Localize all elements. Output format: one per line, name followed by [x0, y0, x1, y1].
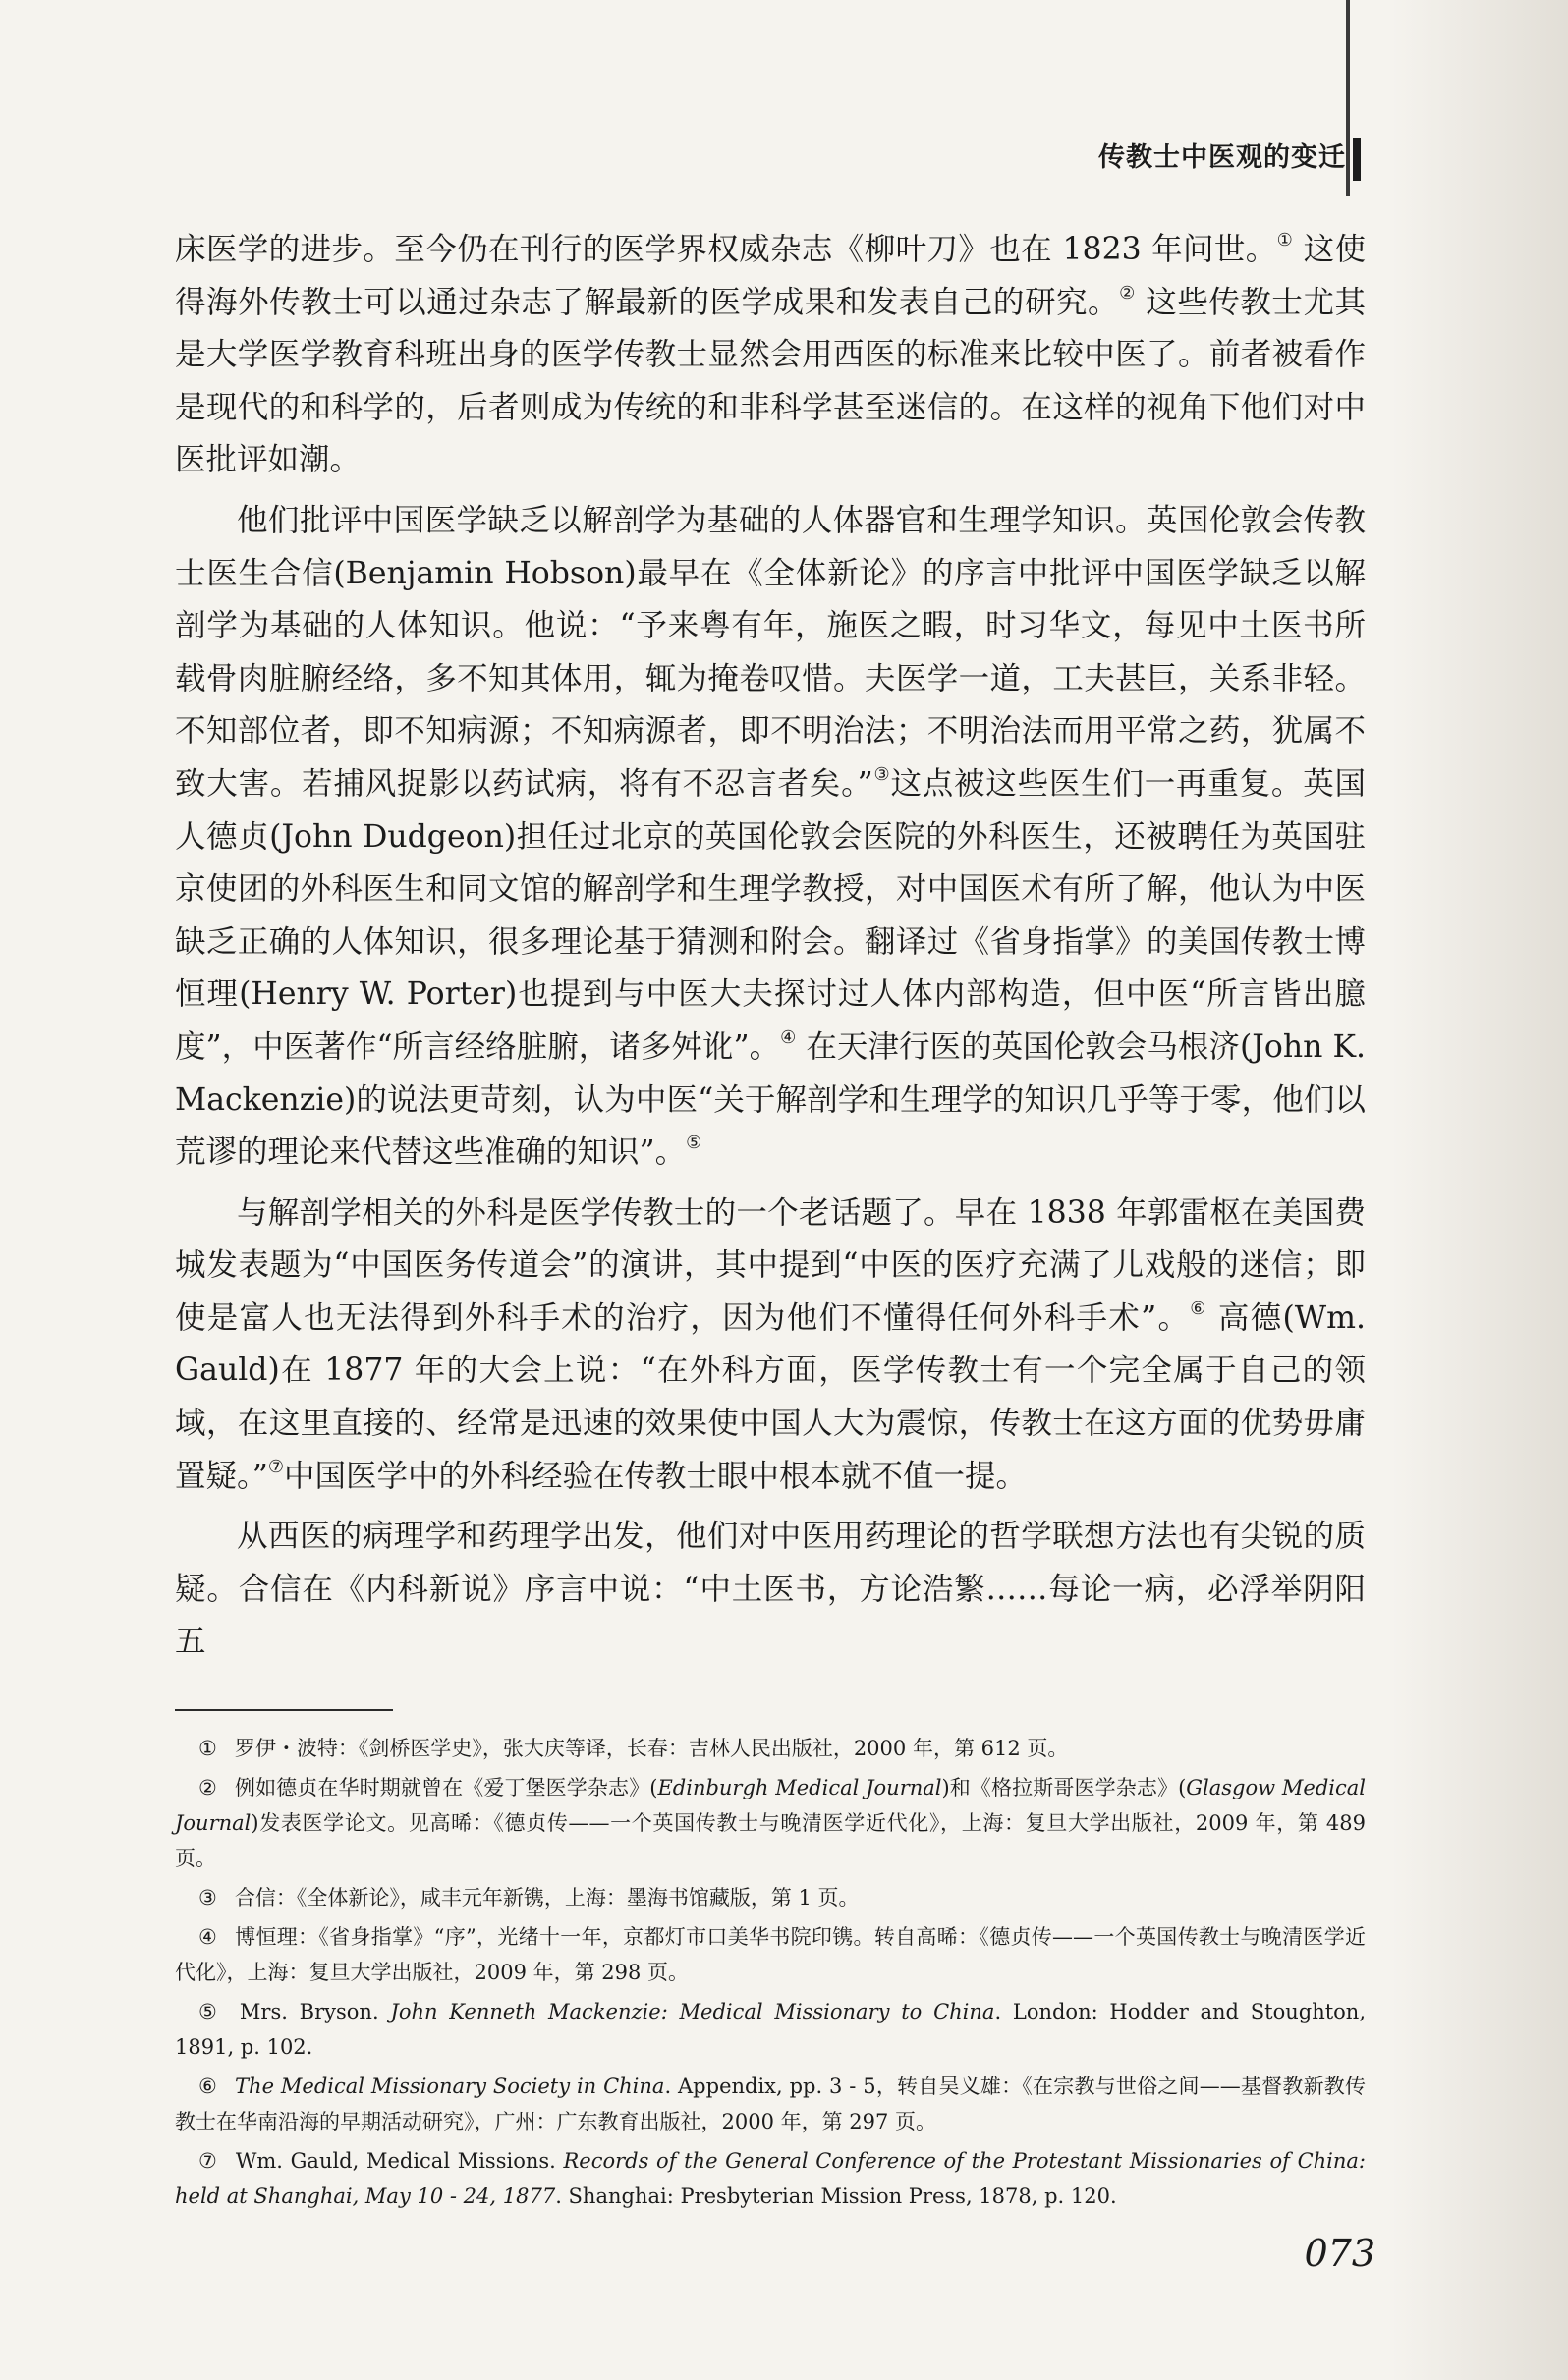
text-run: Mrs. Bryson.	[239, 2000, 391, 2023]
footnote	[175, 2143, 1366, 2214]
footnote-mark: ⑤	[198, 2000, 222, 2023]
text-run: )发表医学论文。见高晞：《德贞传——一个英国传教士与晚清医学近代化》，上海：复旦大学出版社，2009 年，第 489 页。	[175, 1811, 1366, 1870]
text-run: . London: Hodder and Stoughton, 1891, p. 102.	[175, 2000, 1366, 2059]
footnote	[175, 1880, 1366, 1915]
text-run: 例如德贞在华时期就曾在《爱丁堡医学杂志》(	[234, 1776, 658, 1799]
body-text	[175, 224, 1366, 1669]
text-run: 从西医的病理学和药理学出发，他们对中医用药理论的哲学联想方法也有尖锐的质疑。合信在《内科新说》序言中说：“中土医书，方论浩繁……每论一病，必浮举阴阳五	[175, 1519, 1366, 1660]
italic-title: The Medical Missionary Society in China	[235, 2075, 665, 2098]
text-run: 他们批评中国医学缺乏以解剖学为基础的人体器官和生理学知识。英国伦敦会传教士医生合信(Benjamin Hobson)最早在《全体新论》的序言中批评中国医学缺乏以解剖学为基础的人体知识。他说：“予来粤有年，施医之暇，时习华文，每见中土医书所载骨肉脏腑经络，多不知其体用，辄为掩卷叹惜。夫医学一道，工夫甚巨，关系非轻。不知部位者，即不知病源；不知病源者，即不明治法；不明治法而用平常之药，犹属不致大害。若捕风捉影以药试病，将有不忍言者矣。”	[175, 502, 1366, 802]
text-run: . Appendix, pp. 3 - 5，转自吴义雄：《在宗教与世俗之间——基督教新教传教士在华南沿海的早期活动研究》，广州：广东教育出版社，2000 年，第 297 页。	[175, 2075, 1366, 2133]
footnote-mark: ⑥	[198, 2075, 218, 2098]
italic-title: John Kenneth Mackenzie: Medical Missionary to China	[390, 2000, 995, 2023]
footnote-ref: ④	[780, 1026, 797, 1048]
text-run: 与解剖学相关的外科是医学传教士的一个老话题了。早在 1838 年郭雷枢在美国费城发表题为“中国医务传道会”的演讲，其中提到“中医的医疗充满了儿戏般的迷信；即使是富人也无法得到外科手术的治疗，因为他们不懂得任何外科手术”。	[175, 1194, 1366, 1336]
text-run: 这些传教士尤其是大学医学教育科班出身的医学传教士显然会用西医的标准来比较中医了。前者被看作是现代的和科学的，后者则成为传统的和非科学甚至迷信的。在这样的视角下他们对中医批评如潮。	[175, 284, 1366, 478]
text-run: 这使得海外传教士可以通过杂志了解最新的医学成果和发表自己的研究。	[175, 232, 1367, 320]
footnote	[175, 1731, 1366, 1766]
paragraph	[175, 1188, 1366, 1504]
footnote-ref: ⑤	[686, 1133, 702, 1154]
text-run: 高德(Wm. Gauld)在 1877 年的大会上说：“在外科方面，医学传教士有一个完全属于自己的领域，在这里直接的、经常是迅速的效果使中国人大为震惊，传教士在这方面的优势毋庸置疑。”	[175, 1300, 1366, 1494]
text-run: )和《格拉斯哥医学杂志》(	[941, 1776, 1187, 1799]
footnote-ref: ⑦	[267, 1456, 284, 1477]
footnote-ref: ③	[872, 763, 891, 785]
text-run: 床医学的进步。至今仍在刊行的医学界权威杂志《柳叶刀》也在 1823 年问世。	[175, 232, 1277, 267]
italic-title: Records of the General Conference of the Protestant Missionaries of China: held at Shanghai, May 10 - 24, 1877	[175, 2149, 1366, 2208]
italic-title: Edinburgh Medical Journal	[657, 1776, 942, 1799]
text-run: 博恒理：《省身指掌》“序”，光绪十一年，京都灯市口美华书院印镌。转自高晞：《德贞传——一个英国传教士与晚清医学近代化》，上海：复旦大学出版社，2009 年，第 298 页。	[175, 1925, 1367, 1984]
footnote-separator	[175, 1709, 393, 1711]
footnote-ref: ②	[1119, 282, 1136, 304]
footnote-mark: ④	[198, 1925, 218, 1949]
footnote	[175, 2069, 1366, 2139]
text-run: 中国医学中的外科经验在传教士眼中根本就不值一提。	[284, 1458, 1028, 1494]
paragraph	[175, 224, 1366, 487]
footnote-ref: ⑥	[1190, 1298, 1207, 1319]
footnote	[175, 1919, 1366, 1990]
paragraph	[175, 495, 1366, 1180]
paragraph	[175, 1511, 1366, 1669]
footnote-mark: ⑦	[198, 2149, 218, 2173]
running-head-bar	[1353, 138, 1361, 181]
text-run: 合信：《全体新论》，咸丰元年新镌，上海：墨海书馆藏版，第 1 页。	[234, 1886, 860, 1910]
text-run: 在天津行医的英国伦敦会马根济(John K. Mackenzie)的说法更苛刻，认为中医“关于解剖学和生理学的知识几乎等于零，他们以荒谬的理论来代替这些准确的知识”。	[175, 1028, 1367, 1171]
footnote	[175, 1770, 1366, 1876]
text-run: . Shanghai: Presbyterian Mission Press, 1878, p. 120.	[555, 2185, 1117, 2208]
page-number: 073	[1304, 2232, 1375, 2275]
text-run: Wm. Gauld, Medical Missions.	[235, 2149, 564, 2173]
book-spine-shadow	[1391, 0, 1568, 2380]
running-head: 传教士中医观的变迁	[1098, 142, 1346, 173]
footnote-ref: ①	[1276, 230, 1294, 250]
footnote-mark: ③	[198, 1886, 217, 1910]
page-edge-line	[1346, 0, 1350, 196]
italic-title: Glasgow Medical Journal	[175, 1776, 1366, 1835]
footnotes	[175, 1731, 1366, 2218]
footnote-mark: ②	[198, 1776, 217, 1799]
text-run: 这点被这些医生们一再重复。英国人德贞(John Dudgeon)担任过北京的英国伦敦会医院的外科医生，还被聘任为英国驻京使团的外科医生和同文馆的解剖学和生理学教授，对中国医术有所了解，他认为中医缺乏正确的人体知识，很多理论基于猜测和附会。翻译过《省身指掌》的美国传教士博恒理(Henry W. Porter)也提到与中医大夫探讨过人体内部构造，但中医“所言皆出臆度”，中医著作“所言经络脏腑，诸多舛讹”。	[175, 765, 1366, 1065]
text-run: 罗伊・波特：《剑桥医学史》，张大庆等译，长春：吉林人民出版社，2000 年，第 612 页。	[234, 1737, 1069, 1760]
footnote-mark: ①	[198, 1737, 217, 1760]
footnote	[175, 1994, 1366, 2065]
